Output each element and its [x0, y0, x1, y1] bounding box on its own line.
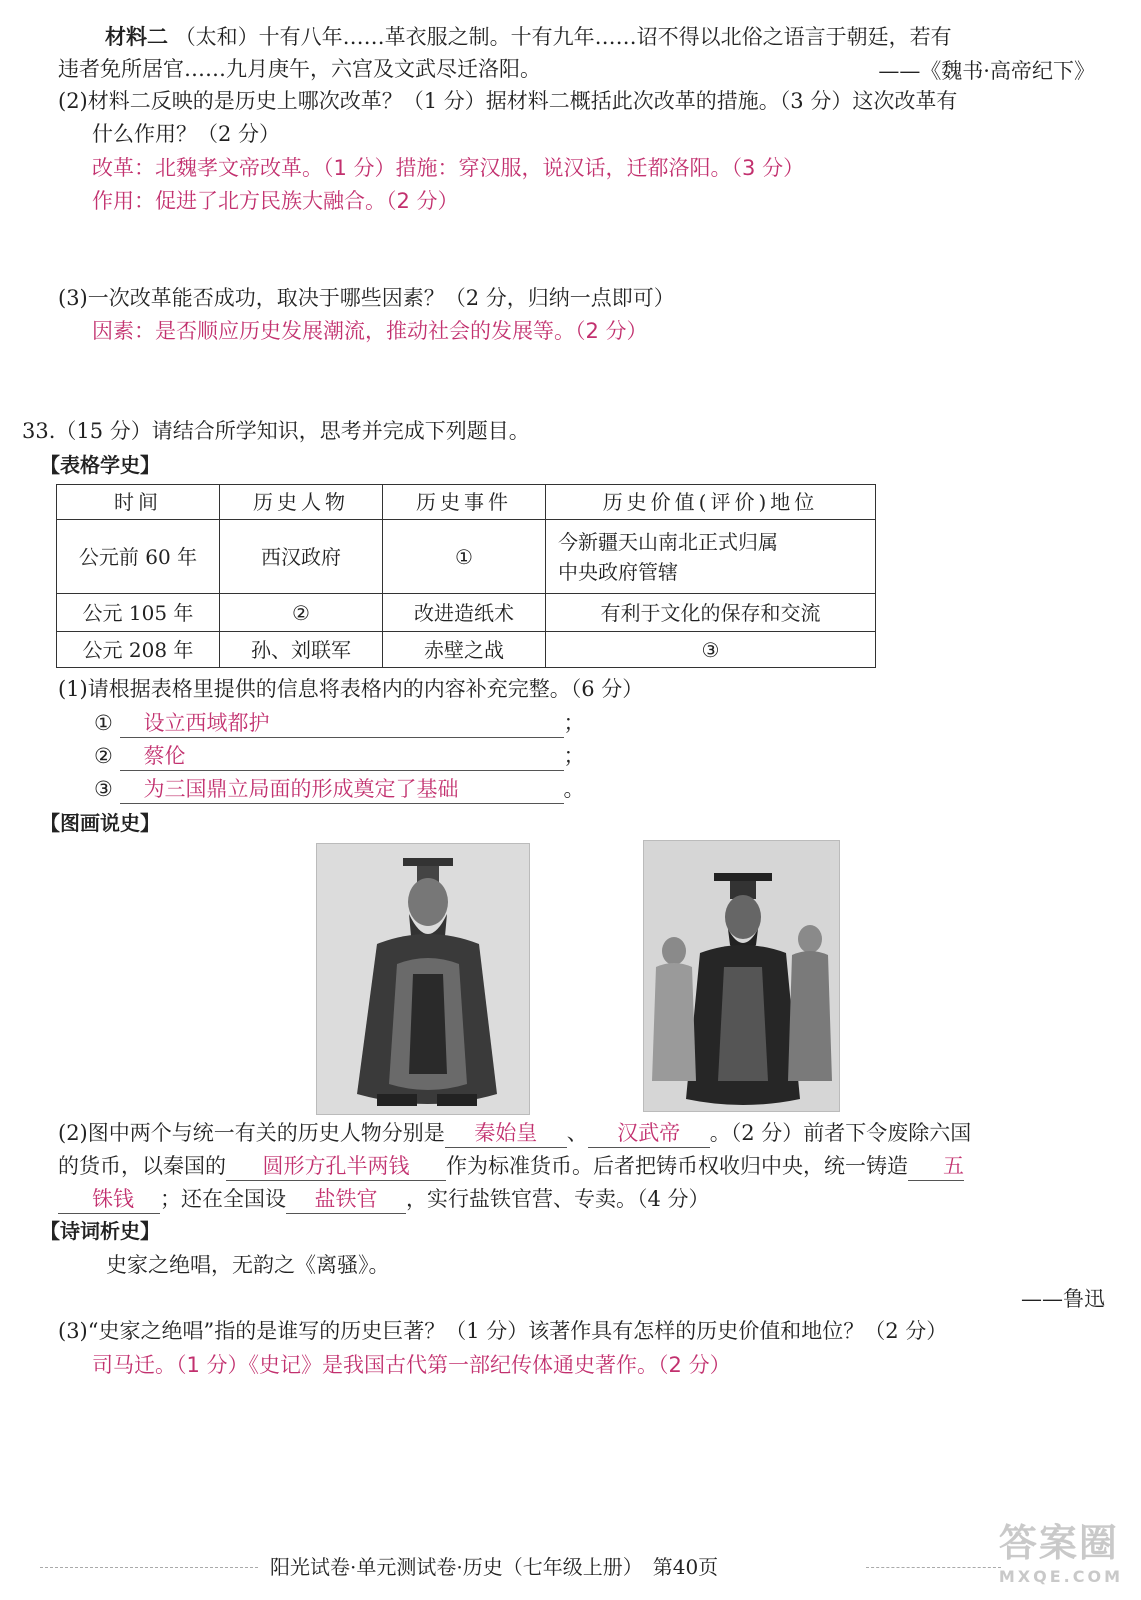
answer-blank: 蔡伦 [120, 742, 564, 771]
table-row [57, 632, 876, 668]
sub2-line2: 的货币，以秦国的 圆形方孔半两钱 作为标准货币。后者把铸币权收归中央，统一铸造 五 [58, 1151, 964, 1181]
table-cell: 有利于文化的保存和交流 [546, 594, 876, 632]
answer-blank: 为三国鼎立局面的形成奠定了基础 [120, 775, 564, 804]
answer-blank: 铢钱 [58, 1185, 160, 1214]
table-section-title: 【表格学史】 [40, 453, 160, 477]
sub3-question: (3)“史家之绝唱”指的是谁写的历史巨著？（1 分）该著作具有怎样的历史价值和地位？（2 分） [58, 1319, 948, 1343]
answer-blank: 五 [908, 1152, 964, 1181]
table-cell: 公元前 60 年 [57, 520, 220, 594]
emperor-figure-icon [644, 841, 839, 1111]
table-header-row [57, 485, 876, 520]
sub1-question: (1)请根据表格里提供的信息将表格内的内容补充完整。（6 分） [58, 677, 644, 701]
table-cell: 改进造纸术 [383, 594, 546, 632]
q2-question-line1: (2)材料二反映的是历史上哪次改革？（1 分）据材料二概括此次改革的措施。（3 分）这次改革有 [58, 89, 958, 113]
material2-source: ——《魏书·高帝纪下》 [878, 59, 1095, 83]
poem-quote: 史家之绝唱，无韵之《离骚》。 [106, 1253, 390, 1277]
header-time: 时间 [57, 485, 220, 520]
table-cell: 孙、刘联军 [220, 632, 383, 668]
answer-blank: 设立西域都护 [120, 709, 564, 738]
q3-question: (3)一次改革能否成功，取决于哪些因素？（2 分，归纳一点即可） [58, 286, 675, 310]
answer-blank: 秦始皇 [445, 1119, 567, 1148]
answer-blank: 盐铁官 [286, 1185, 406, 1214]
material2-label: 材料二 [105, 24, 168, 49]
poem-section-title: 【诗词析史】 [40, 1219, 160, 1243]
picture-section-title: 【图画说史】 [40, 811, 160, 835]
q33-heading: 33.（15 分）请结合所学知识，思考并完成下列题目。 [22, 419, 530, 443]
sub3-answer: 司马迁。（1 分）《史记》是我国古代第一部纪传体通史著作。（2 分） [92, 1353, 731, 1377]
sub1-item: ② 蔡伦 ； [94, 741, 585, 771]
table-cell: 公元 105 年 [57, 594, 220, 632]
material2-line1: 材料二 （太和）十有八年……革衣服之制。十有九年……诏不得以北俗之语言于朝廷，若有 [105, 24, 952, 49]
watermark-logo: 答案圈 MXQE.COM [998, 1521, 1123, 1586]
table-cell: ② [220, 594, 383, 632]
footer-text: 阳光试卷·单元测试卷·历史（七年级上册） 第40页 [270, 1555, 719, 1579]
history-table [56, 484, 876, 668]
sub2-line1: (2)图中两个与统一有关的历史人物分别是 秦始皇 、 汉武帝 。（2 分）前者下令废除六国 [58, 1118, 971, 1148]
sub1-item: ① 设立西域都护 ； [94, 708, 585, 738]
material2-line2: 违者免所居官……九月庚午，六宫及文武尽迁洛阳。 [58, 57, 541, 81]
table-cell: ① [383, 520, 546, 594]
table-cell: 今新疆天山南北正式归属 中央政府管辖 [546, 520, 876, 594]
table-cell: 赤壁之战 [383, 632, 546, 668]
han-wudi-portrait [643, 840, 840, 1112]
table-cell: 公元 208 年 [57, 632, 220, 668]
sub1-item: ③ 为三国鼎立局面的形成奠定了基础 。 [94, 774, 585, 804]
table-row [57, 520, 876, 594]
table-cell: ③ [546, 632, 876, 668]
sub2-line3: 铢钱 ；还在全国设 盐铁官 ，实行盐铁官营、专卖。（4 分） [58, 1184, 710, 1214]
qin-shihuang-portrait [316, 843, 530, 1115]
poem-source: ——鲁迅 [1021, 1287, 1105, 1311]
footer-divider-left [40, 1567, 258, 1568]
footer-divider-right [866, 1567, 1001, 1568]
header-event: 历史事件 [383, 485, 546, 520]
q3-answer: 因素：是否顺应历史发展潮流，推动社会的发展等。（2 分） [92, 319, 648, 343]
q2-answer-line2: 作用：促进了北方民族大融合。（2 分） [92, 189, 459, 213]
q2-answer-line1: 改革：北魏孝文帝改革。（1 分）措施：穿汉服，说汉话，迁都洛阳。（3 分） [92, 156, 805, 180]
header-person: 历史人物 [220, 485, 383, 520]
emperor-figure-icon [317, 844, 529, 1114]
table-row [57, 594, 876, 632]
answer-blank: 汉武帝 [588, 1119, 710, 1148]
table-cell: 西汉政府 [220, 520, 383, 594]
answer-blank: 圆形方孔半两钱 [226, 1152, 446, 1181]
header-value: 历史价值(评价)地位 [546, 485, 876, 520]
q2-question-line2: 什么作用？（2 分） [92, 122, 281, 146]
